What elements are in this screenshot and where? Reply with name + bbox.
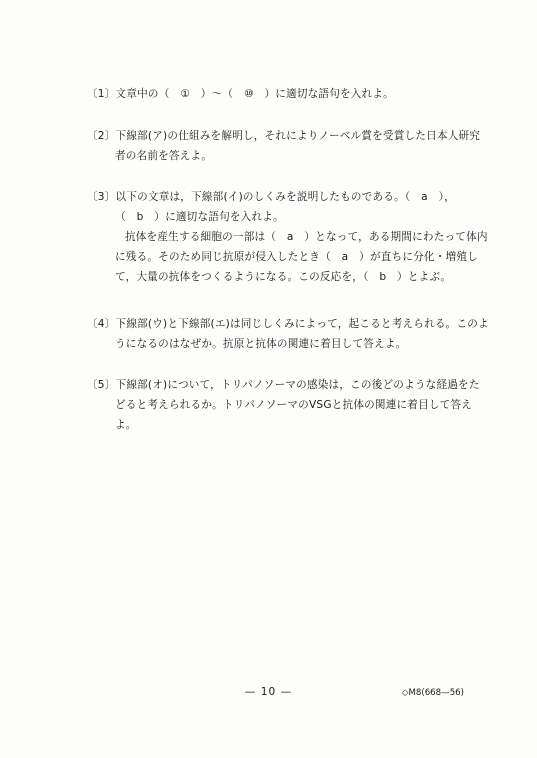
question-2 <box>87 126 481 166</box>
question-number: 〔5〕 <box>87 379 116 391</box>
question-4 <box>87 314 489 354</box>
question-text-line: 文章中の（ ① ）～（ ⑩ ）に適切な語句を入れよ。 <box>115 88 394 100</box>
question-number: 〔3〕 <box>87 191 116 203</box>
page-number: — 10 — <box>244 686 293 698</box>
question-3 <box>87 187 488 287</box>
exam-code: ◇M8(668—56) <box>401 688 464 698</box>
question-text-line: 下線部(オ)について，トリパノソーマの感染は，この後どのような経過をた <box>115 379 480 391</box>
passage-line: に残る。そのため同じ抗原が侵入したとき（ a ）が直ちに分化・増殖し <box>115 251 478 263</box>
question-1 <box>87 84 467 104</box>
question-text-line: 以下の文章は，下線部(イ)のしくみを説明したものである。（ a ）， <box>115 191 455 203</box>
question-text-line: 下線部(ア)の仕組みを解明し，それによりノーベル賞を受賞した日本人研究 <box>115 130 481 142</box>
passage-line: 抗体を産生する細胞の一部は（ a ）となって，ある期間にわたって体内 <box>125 231 488 243</box>
passage-line: て，大量の抗体をつくるようになる。この反応を，（ b ）とよぶ。 <box>115 271 452 283</box>
question-5 <box>87 375 480 435</box>
question-text-line: よ。 <box>115 419 137 431</box>
question-number: 〔2〕 <box>87 130 116 142</box>
question-number: 〔4〕 <box>87 318 116 330</box>
question-text-line: うになるのはなぜか。抗原と抗体の関連に着目して答えよ。 <box>115 338 407 350</box>
question-text-line: 者の名前を答えよ。 <box>115 150 213 162</box>
question-text-line: どると考えられるか。トリパノソーマのVSGと抗体の関連に着目して答え <box>115 399 473 411</box>
question-number: 〔1〕 <box>87 88 116 100</box>
question-text-line: （ b ）に適切な語句を入れよ。 <box>115 211 284 223</box>
question-text-line: 下線部(ウ)と下線部(エ)は同じしくみによって，起こると考えられる。このよ <box>115 318 489 330</box>
